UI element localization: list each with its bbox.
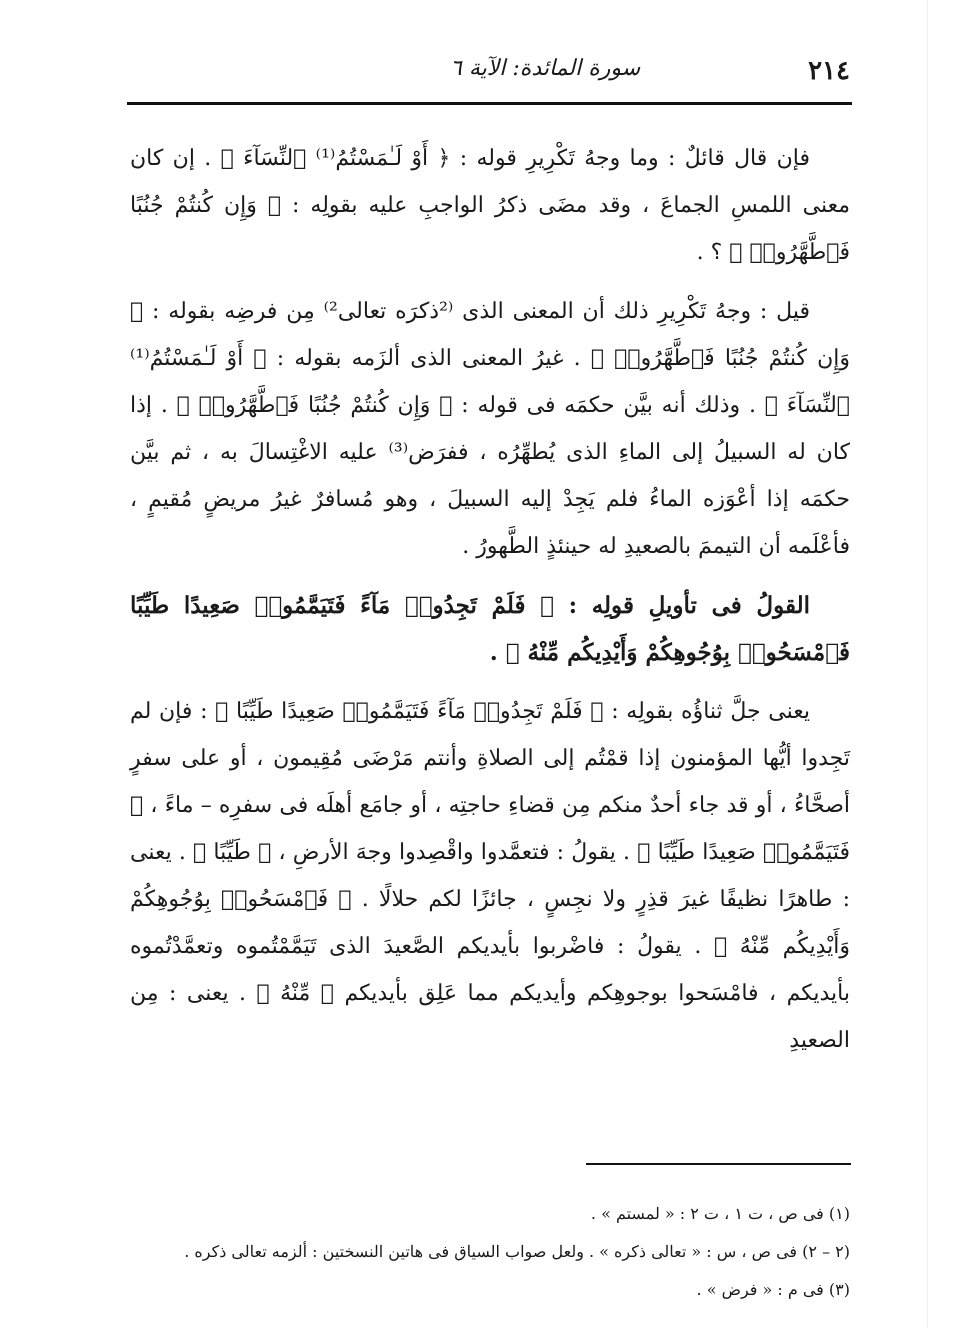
page-number: ٢١٤ [808,56,850,86]
header-rule [127,102,852,105]
page-edge [927,0,928,1329]
footnote-rule [586,1163,851,1165]
body-text [130,135,850,1076]
section-heading: القولُ فى تأويلِ قولِه : ﴿ فَلَمْ تَجِدُوا۟ مَآءً فَتَيَمَّمُوا۟ صَعِيدًا طَيِّبًا فَٱمْسَحُوا۟ بِوُجُوهِكُمْ وَأَيْدِيكُم مِّنْهُ ﴾ . [130,592,850,666]
running-title: سورة المائدة: الآية ٦ [450,56,641,81]
footnote-1: (١) فى ص ، ت ١ ، ت ٢ : « لمستم » . [590,1204,850,1223]
page-header [130,48,850,88]
footnote-3: (٣) فى م : « فرض » . [696,1280,850,1299]
paragraph-commentary: يعنى جلَّ ثناؤُه بقولِه : ﴿ فَلَمْ تَجِدُوا۟ مَآءً فَتَيَمَّمُوا۟ صَعِيدًا طَيِّبًا ﴾ : فإن لم تَجِدوا أيُّها المؤمنون إذا قمْتُم إلى الصلاةِ وأنتم مَرْضَى مُقِيمون ، أو على سفرٍ أصحَّاءُ ، أو قد جاء أحدٌ منكم مِن قضاءِ حاجتِه ، أو جامَع أهلَه فى سفرِه – ماءً ، ﴿ فَتَيَمَّمُوا۟ صَعِيدًا طَيِّبًا ﴾ . يقولُ : فتعمَّدوا واقْصِدوا وجهَ الأرضِ ، ﴿ طَيِّبًا ﴾ . يعنى : طاهرًا نظيفًا غيرَ قذِرٍ ولا نجِسٍ ، جائزًا لكم حلالًا . ﴿ فَٱمْسَحُوا۟ بِوُجُوهِكُمْ وَأَيْدِيكُم مِّنْهُ ﴾ . يقولُ : فاضْربوا بأيديكم الصَّعيدَ الذى تَيَمَّمْتُموه وتعمَّدْتُموه بأيديكم ، فامْسَحوا بوجوهِكم وأيديكم مما عَلِق بأيديكم ﴿ مِّنْهُ ﴾ . يعنى : مِن الصعيدِ [130,699,850,1053]
footnote-2: (٢ – ٢) فى ص ، س : « تعالى ذكره » . ولعل صواب السياق فى هاتين النسختين : ألزمه تعالى ذكره . [184,1242,850,1261]
paragraph-question: فإن قال قائلٌ : وما وجهُ تَكْرِيرِ قوله : ﴿ أَوْ لَـٰمَسْتُمُ⁽¹⁾ ٱلنِّسَآءَ ﴾ . إن كان معنى اللمسِ الجماعَ ، وقد مضَى ذكرُ الواجبِ عليه بقولِه : ﴿ وَإِن كُنتُمْ جُنُبًا فَٱطَّهَّرُوا۟ ﴾ ؟ . [130,146,850,265]
footnotes [130,1195,850,1309]
paragraph-answer: قيل : وجهُ تَكْرِيرِ ذلك أن المعنى الذى ⁽²ذكرَه تعالى²⁾ مِن فرضِه بقوله : ﴿ وَإِن كُنتُمْ جُنُبًا فَٱطَّهَّرُوا۟ ﴾ . غيرُ المعنى الذى ألزَمه بقوله : ﴿ أَوْ لَـٰمَسْتُمُ⁽¹⁾ ٱلنِّسَآءَ ﴾ . وذلك أنه بيَّن حكمَه فى قوله : ﴿ وَإِن كُنتُمْ جُنُبًا فَٱطَّهَّرُوا۟ ﴾ . إذا كان له السبيلُ إلى الماءِ الذى يُطهِّرُه ، ففرَض⁽³⁾ عليه الاغْتِسالَ به ، ثم بيَّن حكمَه إذا أعْوَزه الماءُ فلم يَجِدْ إليه السبيلَ ، وهو مُسافرٌ غيرُ مريضٍ مُقيمٍ ، فأعْلَمه أن التيممَ بالصعيدِ له حينئذٍ الطَّهورُ . [130,299,850,559]
